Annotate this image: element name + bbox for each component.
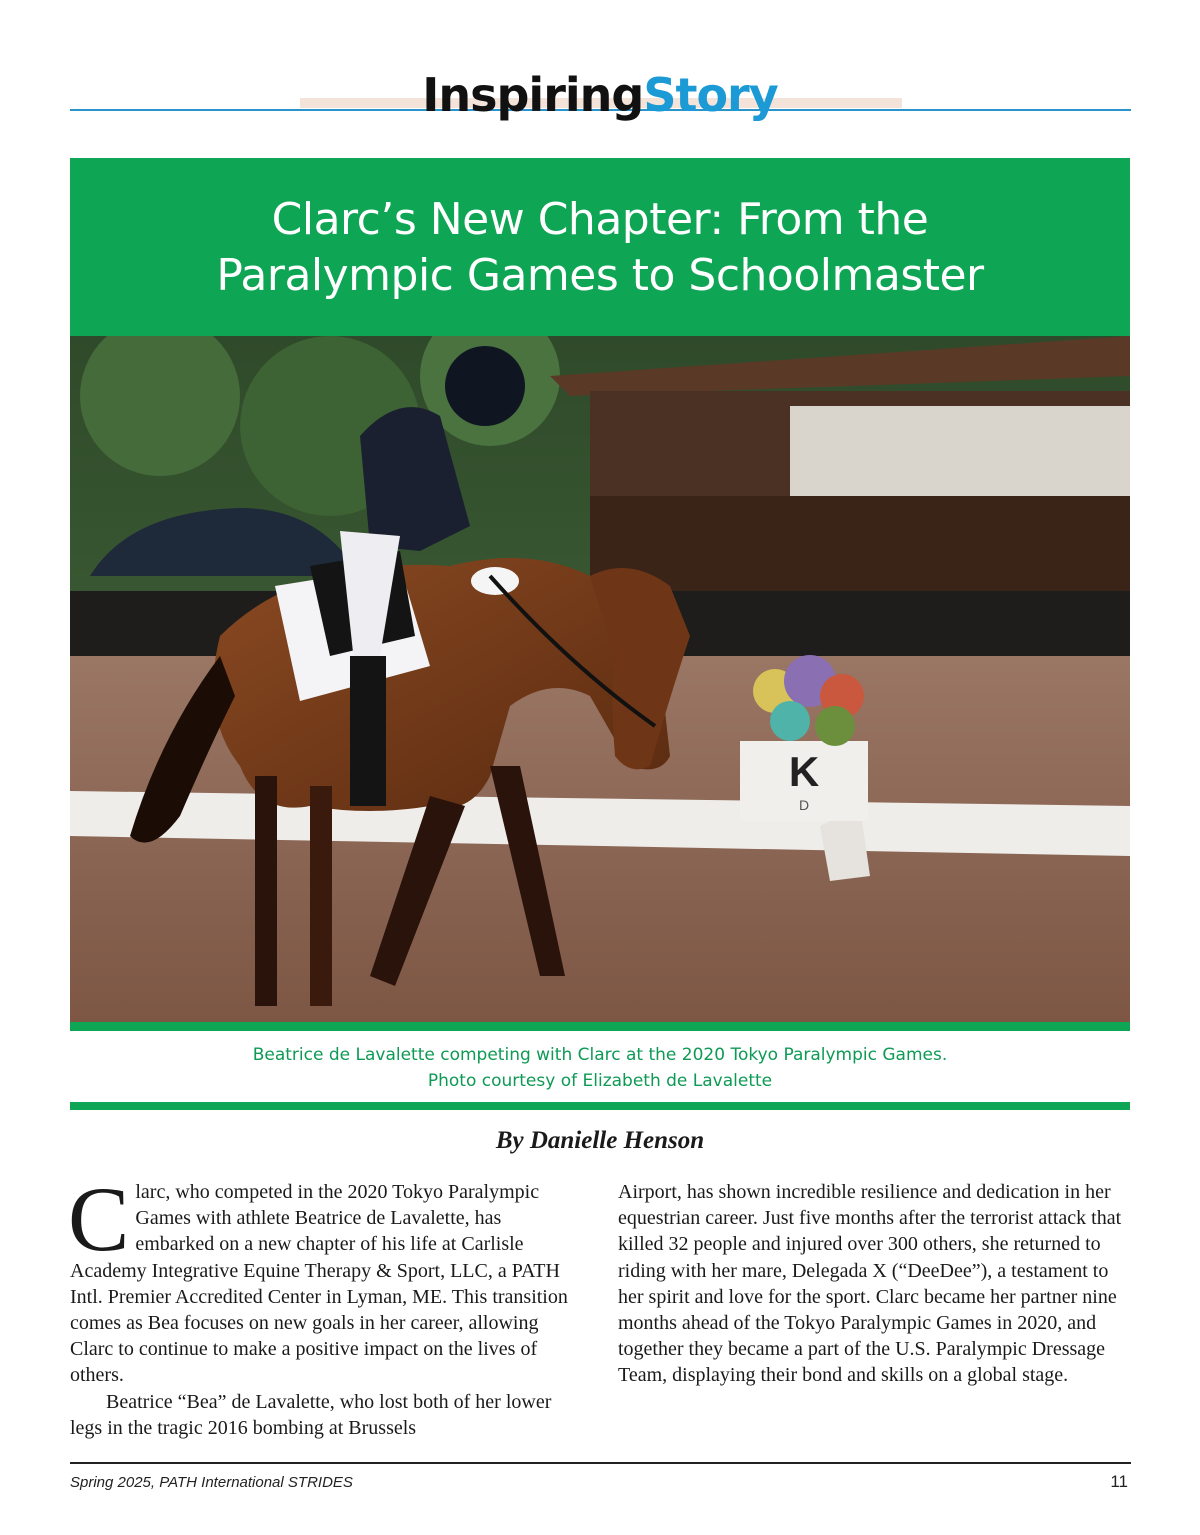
article-photo <box>70 336 1130 1022</box>
flower-arrangement <box>770 701 810 741</box>
byline: By Danielle Henson <box>495 1127 705 1154</box>
footer-publication: Spring 2025, PATH International STRIDES <box>70 1474 353 1491</box>
page-number: 11 <box>1110 1472 1128 1491</box>
article-title <box>70 192 1130 304</box>
photo-caption-line1: Beatrice de Lavalette competing with Clarc at the 2020 Tokyo Paralympic Games. <box>252 1045 948 1065</box>
paragraph-text: larc, who competed in the 2020 Tokyo Paralympic Games with athlete Beatrice de Lavalette, has embarked on a new chapter of his life at Carlisle Academy Integrative Equine Therapy & Sport, LLC, a PATH Intl. Premier Accredited Center in Lyman, ME. This transition comes as Bea focuses on new goals in her career, allowing Clarc to continue to make a positive impact on the lives of others. <box>70 1181 568 1387</box>
section-title <box>0 60 1200 130</box>
footer-rule <box>70 1462 1131 1464</box>
arena-letter-k: K <box>788 748 820 795</box>
article-title-line2: Paralympic Games to Schoolmaster <box>216 250 984 301</box>
flower-arrangement <box>815 706 855 746</box>
photo-illustration <box>70 336 1130 1022</box>
photo-bottom-rule <box>70 1022 1130 1031</box>
horse-leg <box>310 786 332 1006</box>
rider-helmet <box>445 346 525 426</box>
photo-credit: Photo courtesy of Elizabeth de Lavalette <box>427 1071 773 1091</box>
pavilion-window <box>790 406 1130 496</box>
article-title-block <box>70 158 1130 336</box>
article-column-right <box>618 1179 1130 1389</box>
article-column-left <box>68 1168 582 1441</box>
horse-leg <box>255 776 277 1006</box>
article-paragraph <box>68 1168 582 1389</box>
section-title-word2: Story <box>643 68 778 122</box>
section-title-word1: Inspiring <box>422 68 644 122</box>
article-paragraph: Airport, has shown incredible resilience and dedication in her equestrian career. Just five months after the terrorist attack that killed 32 people and injured over 300 others, she returned to riding with her mare, Delegada X (“DeeDee”), a testament to her spirit and love for the sport. Clarc became her partner nine months ahead of the Tokyo Paralympic Games in 2020, and together they became a part of the U.S. Paralympic Dressage Team, displaying their bond and skills on a global stage. <box>618 1181 1122 1387</box>
rider-boot <box>350 656 386 806</box>
arena-letter-sub: D <box>798 797 810 813</box>
caption-rule <box>70 1102 1130 1110</box>
article-paragraph: Beatrice “Bea” de Lavalette, who lost both of her lower legs in the tragic 2016 bombing at Brussels <box>70 1390 552 1439</box>
article-title-line1: Clarc’s New Chapter: From the <box>271 194 929 245</box>
photo-caption <box>70 1042 1130 1094</box>
drop-cap: C <box>68 1168 130 1270</box>
